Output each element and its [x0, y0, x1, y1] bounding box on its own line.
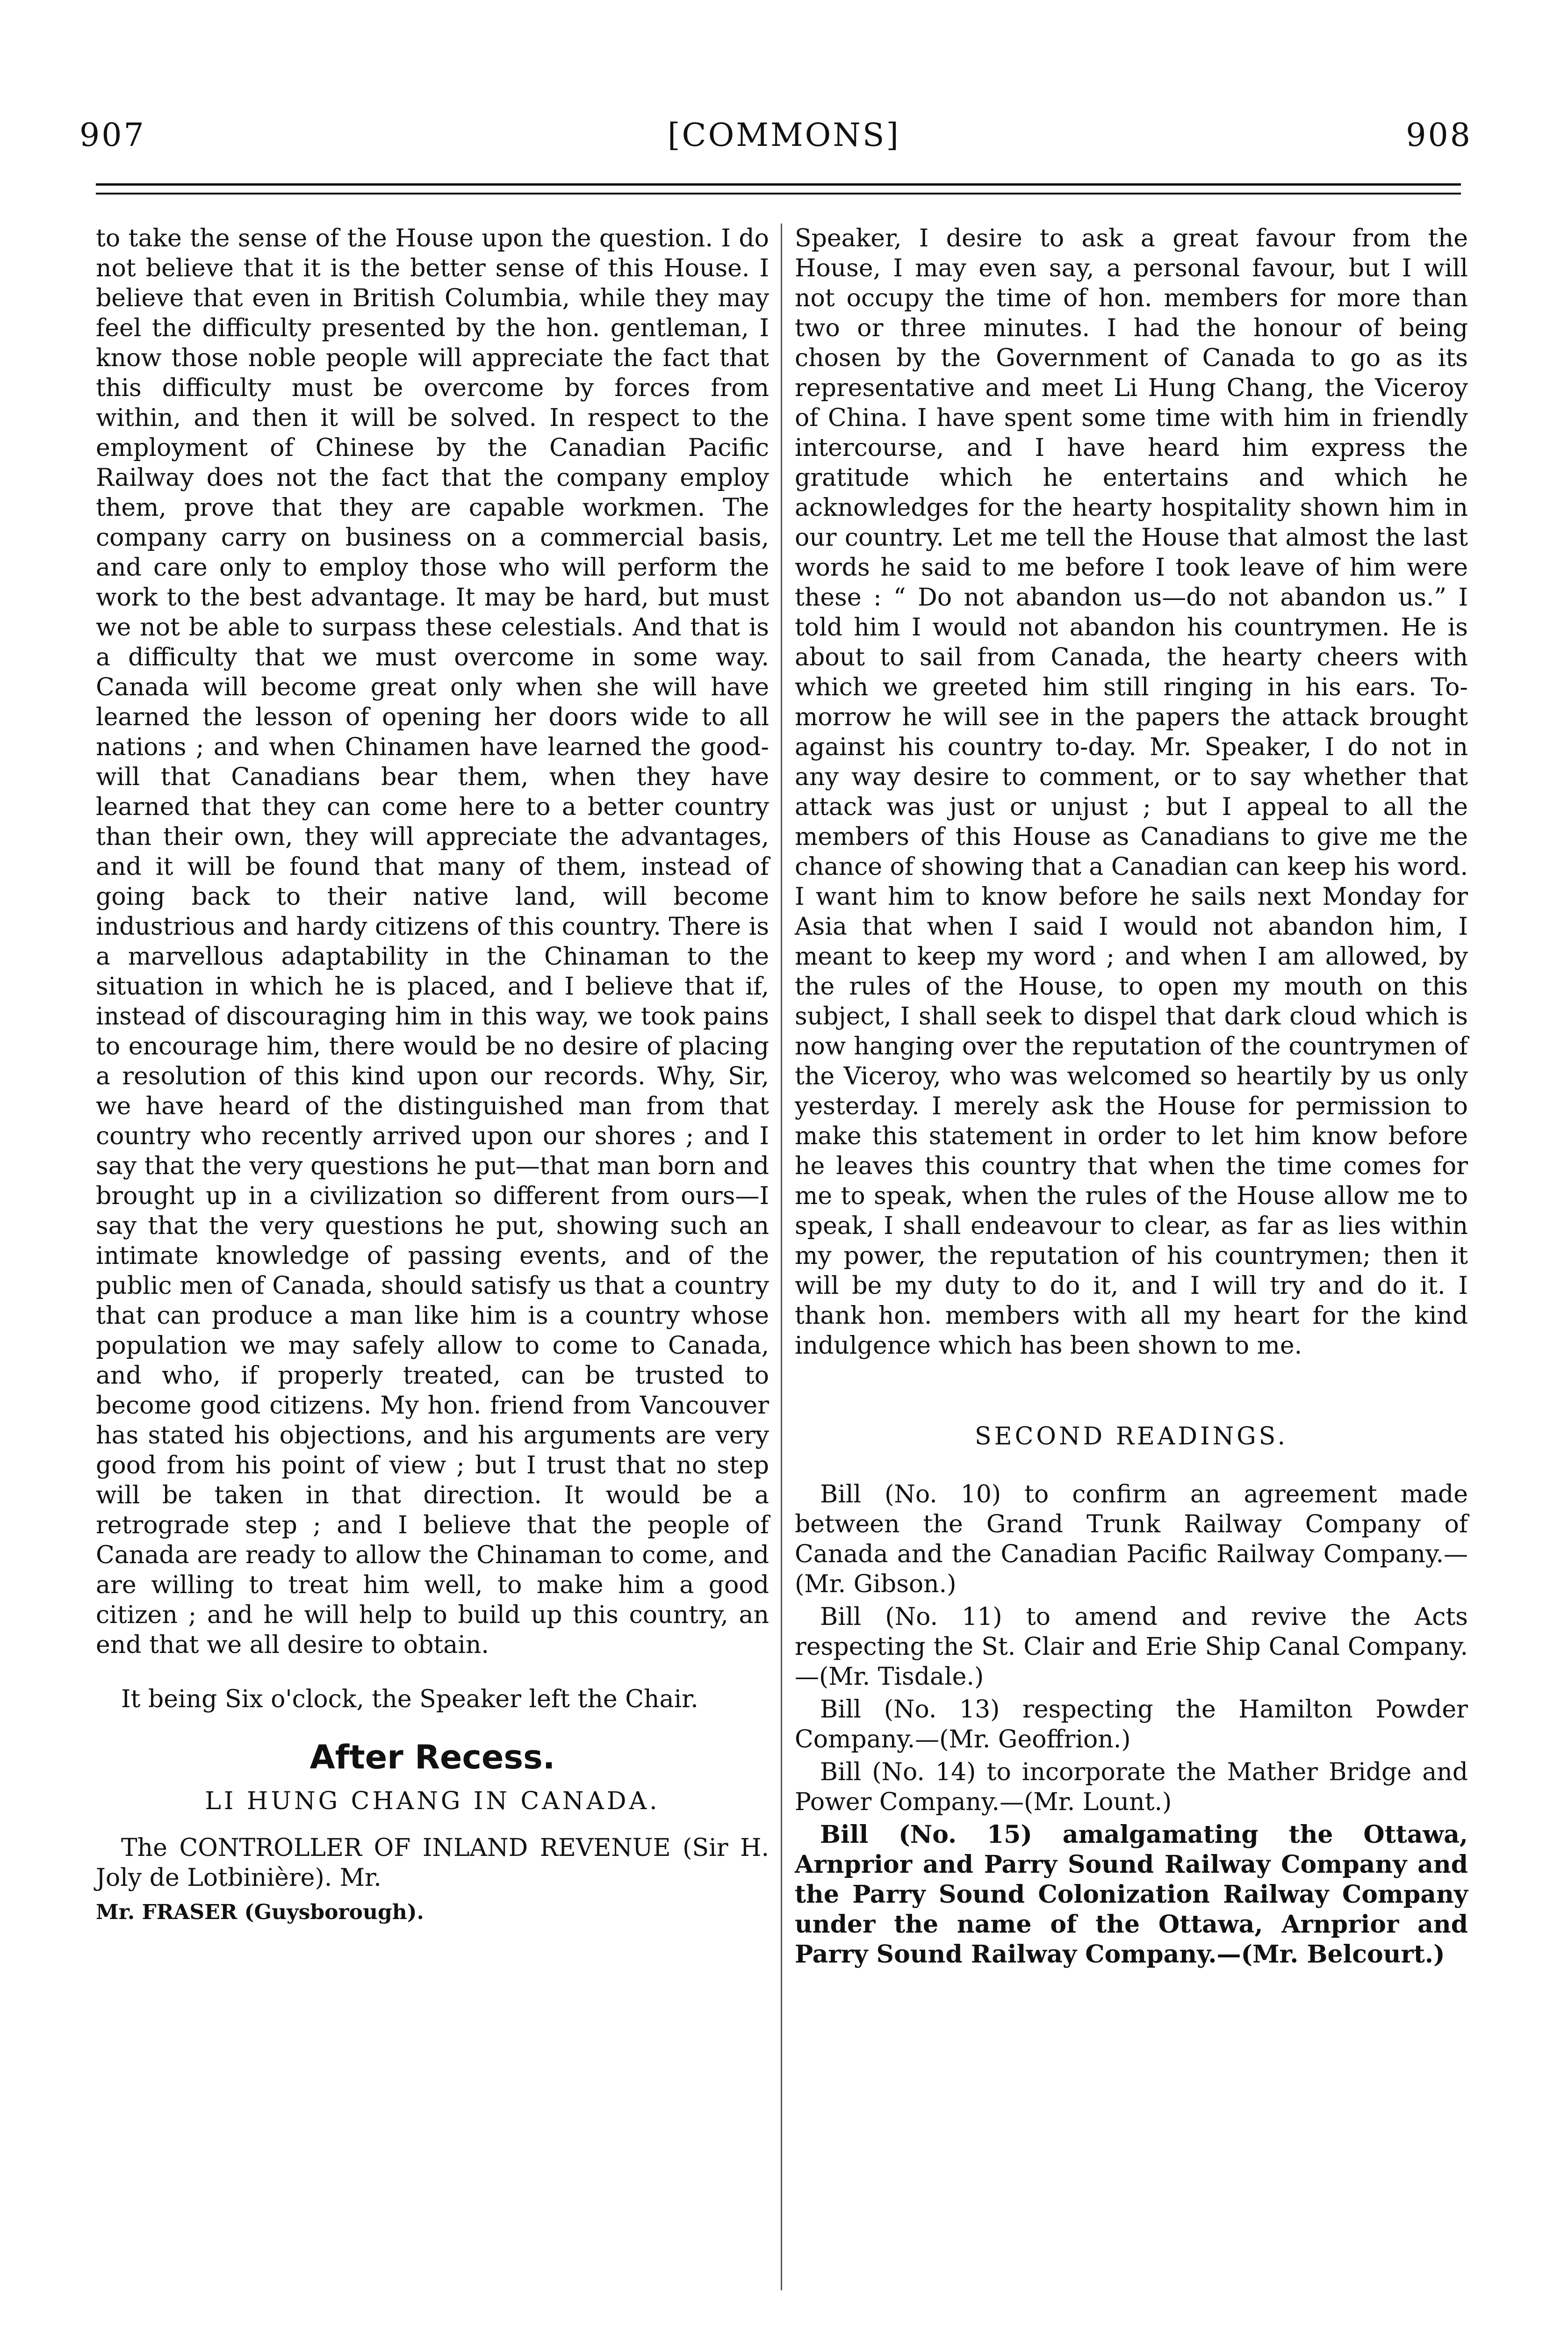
page-number-left: 907: [79, 117, 146, 154]
section-heading: LI HUNG CHANG IN CANADA.: [205, 1787, 660, 1815]
speech-text: Speaker, I desire to ask a great favour from the House, I may even say, a personal favour, but I will not occupy the time of hon. members for more than two or three minutes. I had the honour of being chosen by the Government of Canada to go as its representative and meet Li Hung Chang, the Viceroy of China. I have spent some time with him in friendly intercourse, and I have heard him express the gratitude which he entertains and which he acknowledges for the hearty hospitality shown him in our country. Let me tell the House that almost the last words he said to me before I took leave of him were these : “ Do not abandon us—do not abandon us.” I told him I would not abandon his countrymen. He is about to sail from Canada, the hearty cheers with which we greeted him still ringing in his ears. To-morrow he will see in the papers the attack brought against his country to-day. Mr. Speaker, I do not in any way desire to comment, or to say whether that attack was just or unjust ; but I appeal to all the members of this House as Canadians to give me the chance of showing that a Canadian can keep his word. I want him to know before he sails next Monday for Asia that when I said I would not abandon him, I meant to keep my word ; and when I am allowed, by the rules of the House, to open my mouth on this subject, I shall seek to dispel that dark cloud which is now hanging over the reputation of the countrymen of the Viceroy, who was welcomed so heartily by us only yesterday. I merely ask the House for permission to make this statement in order to let him know before he leaves this country that when the time comes for me to speak, when the rules of the House allow me to speak, I shall endeavour to clear, as far as lies within my power, the reputation of his countrymen; then it will be my duty to do it, and I will try and do it. I thank hon. members with all my heart for the kind indulgence which has been shown to me.: [795, 224, 1468, 1360]
page-header: [0, 0, 1568, 182]
after-recess-heading: After Recess.: [309, 1738, 555, 1776]
bill-entry: Bill (No. 11) to amend and revive the Acts respecting the St. Clair and Erie Ship Canal Company.—(Mr. Tisdale.): [795, 1603, 1468, 1691]
bill-entry: Bill (No. 13) respecting the Hamilton Powder Company.—(Mr. Geoffrion.): [795, 1696, 1468, 1754]
recess-note: It being Six o'clock, the Speaker left the Chair.: [121, 1685, 698, 1713]
column-divider: [781, 224, 782, 2290]
speaker-intro: The CONTROLLER OF INLAND REVENUE (Sir H. Joly de Lotbinière). Mr.: [96, 1834, 769, 1892]
bill-entry: Bill (No. 14) to incorporate the Mather Bridge and Power Company.—(Mr. Lount.): [795, 1758, 1468, 1816]
header-rule: [96, 183, 1461, 186]
right-column: [795, 224, 1468, 1972]
page-number-right: 908: [1406, 117, 1472, 154]
speech-text: to take the sense of the House upon the question. I do not believe that it is the better sense of this House. I believe that even in British Columbia, while they may feel the difficulty presented by the hon. gentleman, I know those noble people will appreciate the fact that this difficulty must be overcome by forces from within, and then it will be solved. In respect to the employment of Chinese by the Canadian Pacific Railway does not the fact that the company employ them, prove that they are capable workmen. The company carry on business on a commercial basis, and care only to employ those who will perform the work to the best advantage. It may be hard, but must we not be able to surpass these celestials. And that is a difficulty that we must overcome in some way. Canada will become great only when she will have learned the lesson of opening her doors wide to all nations ; and when Chinamen have learned the good-will that Canadians bear them, when they have learned that they can come here to a better country than their own, they will appreciate the advantages, and it will be found that many of them, instead of going back to their native land, will become industrious and hardy citizens of this country. There is a marvellous adaptability in the Chinaman to the situation in which he is placed, and I believe that if, instead of discouraging him in this way, we took pains to encourage him, there would be no desire of placing a resolution of this kind upon our records. Why, Sir, we have heard of the distinguished man from that country who recently arrived upon our shores ; and I say that the very questions he put—that man born and brought up in a civilization so different from ours—I say that the very questions he put, showing such an intimate knowledge of passing events, and of the public men of Canada, should satisfy us that a country that can produce a man like him is a country whose population we may safely allow to come to Canada, and who, if properly treated, can be trusted to become good citizens. My hon. friend from Vancouver has stated his objections, and his arguments are very good from his point of view ; but I trust that no step will be taken in that direction. It would be a retrograde step ; and I believe that the people of Canada are ready to allow the Chinaman to come, and are willing to treat him well, to make him a good citizen ; and he will help to build up this country, an end that we all desire to obtain.: [96, 224, 769, 1659]
section-heading: SECOND READINGS.: [975, 1422, 1288, 1450]
bill-entry: Bill (No. 10) to confirm an agreement made between the Grand Trunk Railway Company of Canada and the Canadian Pacific Railway Company.—(Mr. Gibson.): [795, 1480, 1468, 1598]
bill-entry: Bill (No. 15) amalgamating the Ottawa, Arnprior and Parry Sound Railway Company and the Parry Sound Colonization Railway Company under the name of the Ottawa, Arnprior and Parry Sound Railway Company.—(Mr. Belcourt.): [795, 1820, 1468, 1969]
running-head: [COMMONS]: [668, 117, 900, 154]
left-column: [96, 224, 769, 1927]
header-rule-secondary: [96, 193, 1461, 195]
speaker-name: Mr. FRASER (Guysborough).: [96, 1900, 424, 1924]
